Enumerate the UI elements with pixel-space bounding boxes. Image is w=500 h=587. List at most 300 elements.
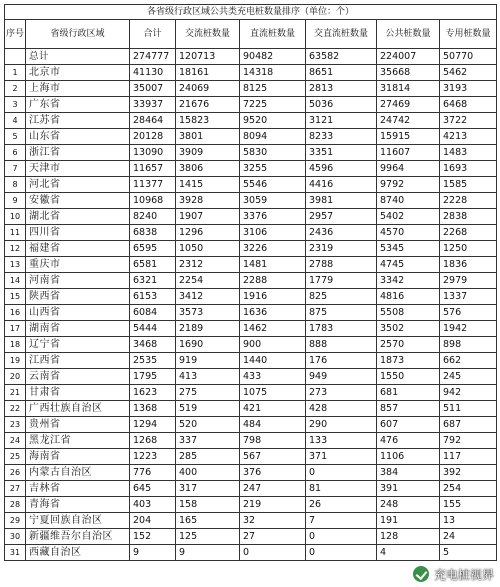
row-index: 5 <box>5 129 26 145</box>
row-dedicated: 2268 <box>440 225 497 241</box>
row-total: 1623 <box>130 385 176 401</box>
row-dedicated: 2838 <box>440 209 497 225</box>
row-dedicated: 5 <box>440 545 497 561</box>
row-dc: 2288 <box>240 273 306 289</box>
row-ac: 3928 <box>176 193 240 209</box>
row-acdc: 2788 <box>306 257 377 273</box>
table-title: 各省级行政区域公共类充电桩数量排序（单位：个） <box>5 5 497 20</box>
header-ac: 交流桩数量 <box>176 20 240 49</box>
row-dedicated: 687 <box>440 417 497 433</box>
row-total: 41130 <box>130 65 176 81</box>
header-row <box>5 20 497 49</box>
row-total: 6581 <box>130 257 176 273</box>
row-acdc: 3121 <box>306 113 377 129</box>
row-region: 陕西省 <box>26 289 130 305</box>
row-acdc: 2957 <box>306 209 377 225</box>
row-dc: 1440 <box>240 353 306 369</box>
row-dedicated: 24 <box>440 529 497 545</box>
table-row <box>5 145 497 161</box>
row-dedicated: 392 <box>440 465 497 481</box>
watermark-text: 充电桩视界 <box>433 567 494 582</box>
row-index: 11 <box>5 225 26 241</box>
row-index: 14 <box>5 273 26 289</box>
row-total: 6595 <box>130 241 176 257</box>
row-dc: 1462 <box>240 321 306 337</box>
row-total: 10968 <box>130 193 176 209</box>
row-index: 22 <box>5 401 26 417</box>
row-public: 681 <box>377 385 440 401</box>
row-total: 776 <box>130 465 176 481</box>
row-index: 9 <box>5 193 26 209</box>
row-total: 33937 <box>130 97 176 113</box>
row-index: 15 <box>5 289 26 305</box>
row-total: 11377 <box>130 177 176 193</box>
row-dc: 567 <box>240 449 306 465</box>
row-region: 重庆市 <box>26 257 130 273</box>
row-acdc: 1783 <box>306 321 377 337</box>
row-public: 607 <box>377 417 440 433</box>
table-row <box>5 481 497 497</box>
row-acdc: 290 <box>306 417 377 433</box>
row-index: 25 <box>5 449 26 465</box>
row-public: 857 <box>377 401 440 417</box>
row-acdc: 26 <box>306 497 377 513</box>
row-public: 3342 <box>377 273 440 289</box>
table-row <box>5 305 497 321</box>
header-index: 序号 <box>5 20 26 49</box>
row-dc: 32 <box>240 513 306 529</box>
table-row <box>5 97 497 113</box>
row-region: 黑龙江省 <box>26 433 130 449</box>
table-row <box>5 161 497 177</box>
row-total: 152 <box>130 529 176 545</box>
total-dc: 90482 <box>240 49 306 65</box>
row-ac: 2189 <box>176 321 240 337</box>
row-public: 9964 <box>377 161 440 177</box>
total-sum: 274777 <box>130 49 176 65</box>
row-total: 2535 <box>130 353 176 369</box>
row-dedicated: 245 <box>440 369 497 385</box>
table-row <box>5 81 497 97</box>
row-ac: 317 <box>176 481 240 497</box>
row-dedicated: 6468 <box>440 97 497 113</box>
row-acdc: 2436 <box>306 225 377 241</box>
row-region: 甘肃省 <box>26 385 130 401</box>
table-row <box>5 241 497 257</box>
row-dedicated: 2979 <box>440 273 497 289</box>
row-total: 6084 <box>130 305 176 321</box>
table-row <box>5 529 497 545</box>
row-public: 1873 <box>377 353 440 369</box>
row-total: 645 <box>130 481 176 497</box>
table-row <box>5 497 497 513</box>
row-region: 河南省 <box>26 273 130 289</box>
row-ac: 2254 <box>176 273 240 289</box>
table-row <box>5 449 497 465</box>
row-region: 江西省 <box>26 353 130 369</box>
row-region: 山西省 <box>26 305 130 321</box>
row-acdc: 949 <box>306 369 377 385</box>
row-dc: 5830 <box>240 145 306 161</box>
table-row <box>5 353 497 369</box>
row-ac: 519 <box>176 401 240 417</box>
row-dedicated: 13 <box>440 513 497 529</box>
charging-pile-table <box>4 4 497 561</box>
row-acdc: 273 <box>306 385 377 401</box>
row-index: 3 <box>5 97 26 113</box>
row-ac: 919 <box>176 353 240 369</box>
total-acdc: 63582 <box>306 49 377 65</box>
header-total: 合计 <box>130 20 176 49</box>
table-row <box>5 65 497 81</box>
row-dc: 1916 <box>240 289 306 305</box>
row-total: 3468 <box>130 337 176 353</box>
table-row <box>5 385 497 401</box>
table-row <box>5 465 497 481</box>
row-total: 1268 <box>130 433 176 449</box>
row-region: 宁夏回族自治区 <box>26 513 130 529</box>
row-public: 8740 <box>377 193 440 209</box>
row-ac: 275 <box>176 385 240 401</box>
row-ac: 18161 <box>176 65 240 81</box>
row-dc: 484 <box>240 417 306 433</box>
row-public: 31814 <box>377 81 440 97</box>
table-row <box>5 193 497 209</box>
row-acdc: 2319 <box>306 241 377 257</box>
check-circle-icon <box>412 565 430 583</box>
table-row <box>5 289 497 305</box>
row-dc: 376 <box>240 465 306 481</box>
row-dedicated: 1836 <box>440 257 497 273</box>
row-index: 20 <box>5 369 26 385</box>
row-ac: 1415 <box>176 177 240 193</box>
row-public: 391 <box>377 481 440 497</box>
row-acdc: 81 <box>306 481 377 497</box>
row-acdc: 8651 <box>306 65 377 81</box>
table-row <box>5 369 497 385</box>
row-public: 24742 <box>377 113 440 129</box>
row-dc: 3376 <box>240 209 306 225</box>
row-region: 福建省 <box>26 241 130 257</box>
row-index: 26 <box>5 465 26 481</box>
row-total: 204 <box>130 513 176 529</box>
row-acdc: 371 <box>306 449 377 465</box>
table-row <box>5 113 497 129</box>
row-ac: 125 <box>176 529 240 545</box>
row-region: 贵州省 <box>26 417 130 433</box>
row-index: 24 <box>5 433 26 449</box>
row-ac: 3573 <box>176 305 240 321</box>
row-dc: 27 <box>240 529 306 545</box>
header-dc: 直流桩数量 <box>240 20 306 49</box>
row-region: 湖南省 <box>26 321 130 337</box>
table-row <box>5 513 497 529</box>
row-dedicated: 511 <box>440 401 497 417</box>
header-dedicated: 专用桩数量 <box>440 20 497 49</box>
row-public: 3502 <box>377 321 440 337</box>
row-acdc: 2813 <box>306 81 377 97</box>
row-dc: 219 <box>240 497 306 513</box>
header-acdc: 交直流桩数量 <box>306 20 377 49</box>
row-index: 21 <box>5 385 26 401</box>
row-ac: 520 <box>176 417 240 433</box>
table-row <box>5 545 497 561</box>
row-acdc: 428 <box>306 401 377 417</box>
row-ac: 1690 <box>176 337 240 353</box>
row-public: 1550 <box>377 369 440 385</box>
row-dedicated: 942 <box>440 385 497 401</box>
row-dc: 3226 <box>240 241 306 257</box>
table-row <box>5 177 497 193</box>
table-row <box>5 273 497 289</box>
row-public: 4816 <box>377 289 440 305</box>
row-dedicated: 792 <box>440 433 497 449</box>
row-region: 广西壮族自治区 <box>26 401 130 417</box>
row-total: 28464 <box>130 113 176 129</box>
row-acdc: 133 <box>306 433 377 449</box>
row-dedicated: 1585 <box>440 177 497 193</box>
row-dc: 3059 <box>240 193 306 209</box>
row-acdc: 4596 <box>306 161 377 177</box>
row-dedicated: 1942 <box>440 321 497 337</box>
row-region: 西藏自治区 <box>26 545 130 561</box>
row-public: 384 <box>377 465 440 481</box>
row-region: 山东省 <box>26 129 130 145</box>
row-index: 31 <box>5 545 26 561</box>
row-index: 13 <box>5 257 26 273</box>
row-public: 191 <box>377 513 440 529</box>
row-index: 1 <box>5 65 26 81</box>
row-total: 6838 <box>130 225 176 241</box>
row-region: 浙江省 <box>26 145 130 161</box>
row-dedicated: 155 <box>440 497 497 513</box>
row-total: 13090 <box>130 145 176 161</box>
row-region: 河北省 <box>26 177 130 193</box>
row-acdc: 0 <box>306 529 377 545</box>
row-dc: 798 <box>240 433 306 449</box>
row-public: 4 <box>377 545 440 561</box>
row-region: 吉林省 <box>26 481 130 497</box>
charging-pile-sheet <box>4 4 496 561</box>
row-region: 四川省 <box>26 225 130 241</box>
row-ac: 21676 <box>176 97 240 113</box>
row-acdc: 5036 <box>306 97 377 113</box>
row-acdc: 0 <box>306 465 377 481</box>
row-region: 北京市 <box>26 65 130 81</box>
row-index: 28 <box>5 497 26 513</box>
row-region: 云南省 <box>26 369 130 385</box>
row-dedicated: 254 <box>440 481 497 497</box>
row-dc: 247 <box>240 481 306 497</box>
row-public: 248 <box>377 497 440 513</box>
row-ac: 3806 <box>176 161 240 177</box>
row-index: 8 <box>5 177 26 193</box>
row-public: 9792 <box>377 177 440 193</box>
row-acdc: 875 <box>306 305 377 321</box>
row-dc: 8094 <box>240 129 306 145</box>
row-index: 12 <box>5 241 26 257</box>
row-public: 5402 <box>377 209 440 225</box>
row-dedicated: 4213 <box>440 129 497 145</box>
row-total: 6321 <box>130 273 176 289</box>
row-dedicated: 1250 <box>440 241 497 257</box>
row-acdc: 7 <box>306 513 377 529</box>
row-acdc: 176 <box>306 353 377 369</box>
row-public: 128 <box>377 529 440 545</box>
table-row <box>5 433 497 449</box>
row-dc: 7225 <box>240 97 306 113</box>
row-total: 11657 <box>130 161 176 177</box>
row-ac: 1907 <box>176 209 240 225</box>
total-ac: 120713 <box>176 49 240 65</box>
row-ac: 3412 <box>176 289 240 305</box>
row-ac: 3801 <box>176 129 240 145</box>
row-dedicated: 5462 <box>440 65 497 81</box>
row-region: 上海市 <box>26 81 130 97</box>
row-region: 内蒙古自治区 <box>26 465 130 481</box>
header-public: 公共桩数量 <box>377 20 440 49</box>
row-total: 1368 <box>130 401 176 417</box>
row-dc: 1481 <box>240 257 306 273</box>
row-acdc: 3981 <box>306 193 377 209</box>
row-ac: 15823 <box>176 113 240 129</box>
row-public: 27469 <box>377 97 440 113</box>
row-dedicated: 662 <box>440 353 497 369</box>
row-total: 5444 <box>130 321 176 337</box>
row-ac: 165 <box>176 513 240 529</box>
row-ac: 158 <box>176 497 240 513</box>
row-total: 9 <box>130 545 176 561</box>
row-ac: 2312 <box>176 257 240 273</box>
table-row <box>5 321 497 337</box>
row-dc: 900 <box>240 337 306 353</box>
row-dc: 5546 <box>240 177 306 193</box>
total-index-cell <box>5 49 26 65</box>
row-acdc: 8233 <box>306 129 377 145</box>
row-dedicated: 898 <box>440 337 497 353</box>
row-region: 新疆维吾尔自治区 <box>26 529 130 545</box>
row-index: 23 <box>5 417 26 433</box>
row-dc: 14318 <box>240 65 306 81</box>
row-dc: 421 <box>240 401 306 417</box>
row-index: 7 <box>5 161 26 177</box>
row-public: 5345 <box>377 241 440 257</box>
row-ac: 1050 <box>176 241 240 257</box>
row-region: 湖北省 <box>26 209 130 225</box>
row-public: 15915 <box>377 129 440 145</box>
row-index: 27 <box>5 481 26 497</box>
row-dc: 433 <box>240 369 306 385</box>
row-index: 19 <box>5 353 26 369</box>
row-total: 6153 <box>130 289 176 305</box>
row-public: 4570 <box>377 225 440 241</box>
row-total: 1294 <box>130 417 176 433</box>
row-index: 29 <box>5 513 26 529</box>
row-index: 16 <box>5 305 26 321</box>
row-region: 安徽省 <box>26 193 130 209</box>
table-row <box>5 225 497 241</box>
row-total: 403 <box>130 497 176 513</box>
table-row <box>5 257 497 273</box>
row-dedicated: 2228 <box>440 193 497 209</box>
row-dc: 0 <box>240 545 306 561</box>
table-row <box>5 417 497 433</box>
row-region: 海南省 <box>26 449 130 465</box>
row-index: 4 <box>5 113 26 129</box>
row-acdc: 3351 <box>306 145 377 161</box>
row-public: 2570 <box>377 337 440 353</box>
table-row <box>5 337 497 353</box>
row-public: 4745 <box>377 257 440 273</box>
row-ac: 3909 <box>176 145 240 161</box>
row-region: 青海省 <box>26 497 130 513</box>
row-public: 11607 <box>377 145 440 161</box>
row-region: 天津市 <box>26 161 130 177</box>
row-dc: 3255 <box>240 161 306 177</box>
row-dc: 1636 <box>240 305 306 321</box>
row-region: 辽宁省 <box>26 337 130 353</box>
table-row <box>5 129 497 145</box>
header-region: 省级行政区域 <box>26 20 130 49</box>
row-dedicated: 117 <box>440 449 497 465</box>
row-dedicated: 1483 <box>440 145 497 161</box>
row-index: 2 <box>5 81 26 97</box>
row-acdc: 825 <box>306 289 377 305</box>
table-row <box>5 209 497 225</box>
row-dc: 1075 <box>240 385 306 401</box>
row-ac: 413 <box>176 369 240 385</box>
row-dc: 9520 <box>240 113 306 129</box>
row-index: 6 <box>5 145 26 161</box>
row-acdc: 4416 <box>306 177 377 193</box>
row-dedicated: 1693 <box>440 161 497 177</box>
row-index: 17 <box>5 321 26 337</box>
row-index: 30 <box>5 529 26 545</box>
total-dedicated: 50770 <box>440 49 497 65</box>
row-dedicated: 576 <box>440 305 497 321</box>
row-total: 1795 <box>130 369 176 385</box>
row-ac: 285 <box>176 449 240 465</box>
row-region: 广东省 <box>26 97 130 113</box>
row-index: 10 <box>5 209 26 225</box>
row-acdc: 888 <box>306 337 377 353</box>
row-ac: 337 <box>176 433 240 449</box>
row-dc: 3106 <box>240 225 306 241</box>
row-acdc: 1779 <box>306 273 377 289</box>
row-total: 8240 <box>130 209 176 225</box>
row-public: 1106 <box>377 449 440 465</box>
row-index: 18 <box>5 337 26 353</box>
total-label: 总计 <box>26 49 130 65</box>
total-public: 224007 <box>377 49 440 65</box>
row-dc: 8125 <box>240 81 306 97</box>
row-acdc: 0 <box>306 545 377 561</box>
row-dedicated: 1337 <box>440 289 497 305</box>
row-total: 1223 <box>130 449 176 465</box>
row-ac: 1296 <box>176 225 240 241</box>
row-public: 476 <box>377 433 440 449</box>
row-dedicated: 3722 <box>440 113 497 129</box>
row-ac: 400 <box>176 465 240 481</box>
table-row <box>5 401 497 417</box>
total-row <box>5 49 497 65</box>
row-dedicated: 3193 <box>440 81 497 97</box>
row-public: 35668 <box>377 65 440 81</box>
row-total: 35007 <box>130 81 176 97</box>
watermark <box>412 565 494 583</box>
row-total: 20128 <box>130 129 176 145</box>
row-region: 江苏省 <box>26 113 130 129</box>
